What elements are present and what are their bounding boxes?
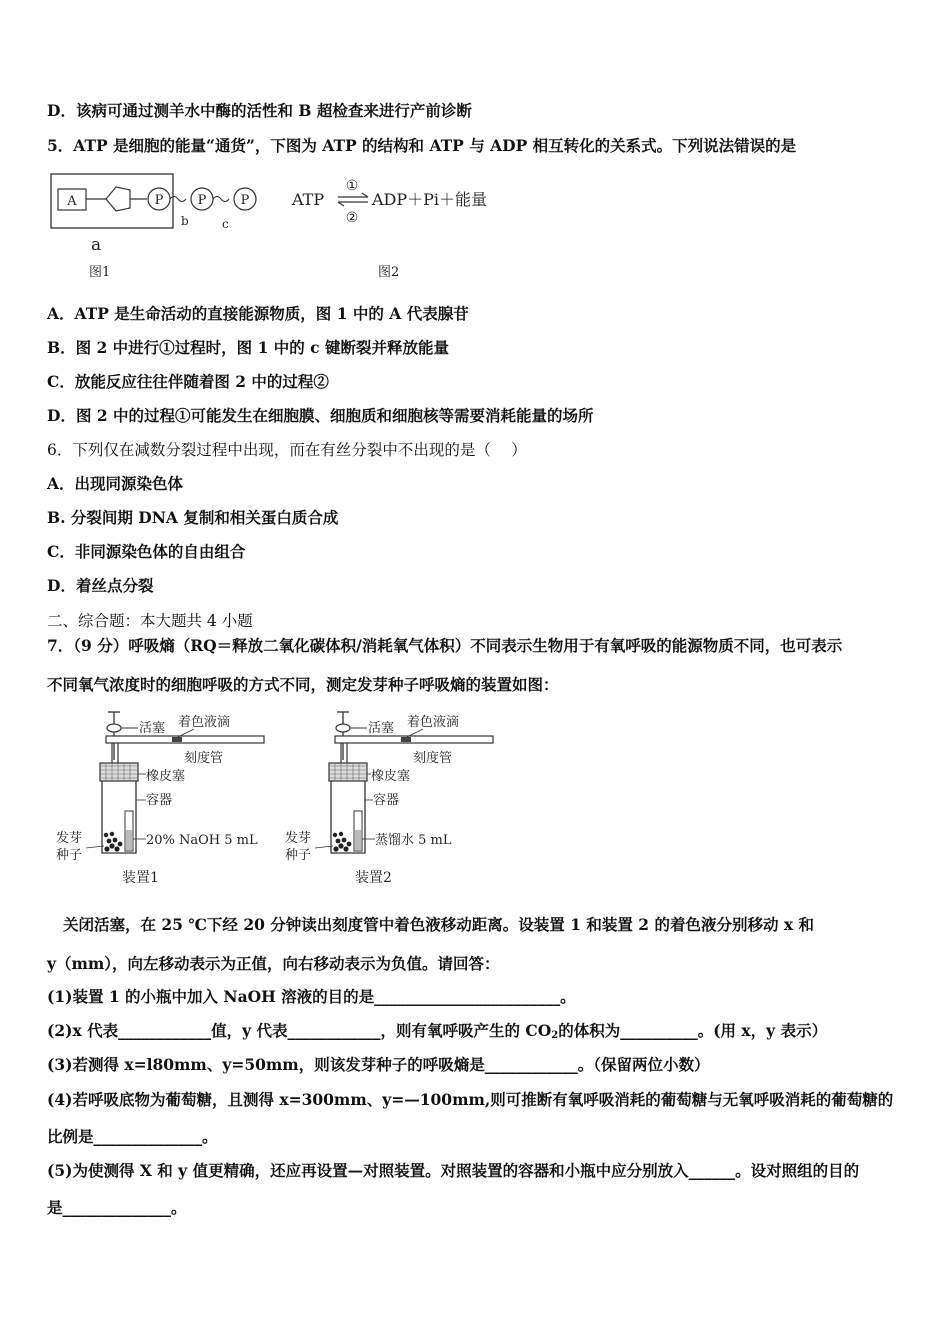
apparatus-2-figure bbox=[283, 708, 509, 890]
q6-option-c: C．非同源染色体的自由组合 bbox=[47, 542, 246, 561]
colored-droplet bbox=[401, 737, 411, 742]
droplet-label: 着色液滴 bbox=[178, 715, 231, 730]
q6-option-d: D．着丝点分裂 bbox=[47, 576, 154, 595]
valve-label: 活塞 bbox=[368, 721, 395, 736]
q7-paragraph-line-1: 关闭活塞，在 25 ℃下经 20 分钟读出刻度管中着色液移动距离。设装置 1 和装置 2 的着色液分别移动 x 和 bbox=[63, 915, 814, 934]
q7-stem-line-1: 7．（9 分）呼吸熵（RQ＝释放二氧化碳体积/消耗氧气体积）不同表示生物用于有氧呼吸的能源物质不同，也可表示 bbox=[47, 636, 843, 655]
valve-label: 活塞 bbox=[139, 721, 166, 736]
valve-icon bbox=[336, 724, 350, 732]
adenine-label: A bbox=[67, 194, 77, 209]
container-label: 容器 bbox=[146, 793, 173, 808]
atp-structure-figure bbox=[44, 170, 274, 282]
q7-sub-question-5-line-1: (5)为使测得 X 和 y 值更精确，还应再设置—对照装置。对照装置的容器和小瓶中应分别放入______。设对照组的目的 bbox=[47, 1161, 860, 1180]
section-2-title: 二、综合题：本大题共 4 小题 bbox=[47, 612, 253, 630]
seeds-cluster bbox=[104, 832, 123, 852]
q7-sub-question-5-line-2: 是______________。 bbox=[47, 1198, 187, 1217]
seeds-label-line-1: 发芽 bbox=[285, 831, 312, 846]
q7-sub-question-2 bbox=[47, 1021, 827, 1046]
q5-stem: 5．ATP 是细胞的能量“通货”，下图为 ATP 的结构和 ATP 与 ADP 相互转化的关系式。下列说法错误的是 bbox=[47, 136, 797, 155]
container-label: 容器 bbox=[373, 793, 400, 808]
stopper-label: 橡皮塞 bbox=[371, 769, 411, 784]
adp-pi-energy-label: ADP＋Pi＋能量 bbox=[372, 190, 488, 209]
q5-option-a: A．ATP 是生命活动的直接能源物质，图 1 中的 A 代表腺苷 bbox=[47, 304, 469, 323]
tube-label: 刻度管 bbox=[413, 751, 453, 766]
atp-adp-conversion-figure bbox=[286, 170, 526, 282]
valve-icon bbox=[107, 724, 121, 732]
q7-sub-question-4-line-2: 比例是______________。 bbox=[47, 1127, 218, 1146]
q7-sub-question-1: (1)装置 1 的小瓶中加入 NaOH 溶液的目的是________________________。 bbox=[47, 987, 576, 1006]
q4-option-d: D．该病可通过测羊水中酶的活性和 B 超检查来进行产前诊断 bbox=[47, 101, 472, 120]
seeds-cluster bbox=[333, 832, 352, 852]
q5-option-b: B．图 2 中进行①过程时，图 1 中的 c 键断裂并释放能量 bbox=[47, 338, 449, 357]
q6-option-a: A．出现同源染色体 bbox=[47, 474, 184, 493]
graduated-tube bbox=[335, 736, 493, 743]
seeds-label-line-1: 发芽 bbox=[56, 831, 83, 846]
graduated-tube bbox=[106, 736, 264, 743]
forward-arrow bbox=[362, 193, 368, 197]
q7-sub-question-2-part-b: 的体积为__________。(用 x，y 表示） bbox=[558, 1021, 828, 1040]
solution-label: 20% NaOH 5 mL bbox=[146, 833, 258, 848]
phosphate-2-label: P bbox=[197, 193, 207, 208]
droplet-label: 着色液滴 bbox=[407, 715, 460, 730]
ribose-pentagon bbox=[106, 187, 130, 211]
atp-label: ATP bbox=[292, 190, 325, 209]
co2-subscript: 2 bbox=[551, 1030, 559, 1041]
q7-sub-question-3: (3)若测得 x=l80mm、y=50mm，则该发芽种子的呼吸熵是____________。（保留两位小数） bbox=[47, 1055, 710, 1074]
bond-c-label: c bbox=[222, 217, 229, 231]
q7-sub-question-2-part-a: (2)x 代表____________值，y 代表____________，则有氧呼吸产生的 CO bbox=[47, 1021, 552, 1040]
stopper-label: 橡皮塞 bbox=[146, 769, 186, 784]
apparatus-1-caption: 装置1 bbox=[122, 870, 159, 886]
q7-stem-line-2: 不同氧气浓度时的细胞呼吸的方式不同，测定发芽种子呼吸熵的装置如图： bbox=[47, 675, 559, 694]
colored-droplet bbox=[172, 737, 182, 742]
phosphate-3-label: P bbox=[240, 193, 250, 208]
apparatus-1-figure bbox=[54, 708, 280, 890]
q7-paragraph-line-2: y（mm），向左移动表示为正值，向右移动表示为负值。请回答： bbox=[47, 954, 500, 973]
seeds-label-line-2: 种子 bbox=[285, 848, 312, 863]
q5-option-c: C．放能反应往往伴随着图 2 中的过程② bbox=[47, 372, 329, 391]
q7-sub-question-4-line-1: (4)若呼吸底物为葡萄糖，且测得 x=300mm、y=—100mm,则可推断有氧呼吸消耗的葡萄糖与无氧呼吸消耗的葡萄糖的 bbox=[47, 1090, 894, 1109]
q5-option-d: D．图 2 中的过程①可能发生在细胞膜、细胞质和细胞核等需要消耗能量的场所 bbox=[47, 406, 594, 425]
apparatus-2-caption: 装置2 bbox=[355, 870, 392, 886]
q6-option-b: B. 分裂间期 DNA 复制和相关蛋白质合成 bbox=[47, 508, 339, 527]
seeds-label-line-2: 种子 bbox=[56, 848, 83, 863]
figure-2-caption: 图2 bbox=[378, 265, 400, 280]
reverse-arrow bbox=[338, 202, 344, 206]
process-2-label: ② bbox=[345, 210, 359, 226]
tube-label: 刻度管 bbox=[184, 751, 224, 766]
figure-1-caption: 图1 bbox=[89, 265, 111, 280]
phosphate-1-label: P bbox=[154, 193, 164, 208]
process-1-label: ① bbox=[345, 178, 359, 194]
solution-label: 蒸馏水 5 mL bbox=[375, 833, 452, 848]
q6-stem: 6．下列仅在减数分裂过程中出现，而在有丝分裂中不出现的是（ ） bbox=[47, 441, 527, 459]
region-a-label: a bbox=[91, 235, 102, 255]
bond-b-label: b bbox=[181, 214, 189, 228]
